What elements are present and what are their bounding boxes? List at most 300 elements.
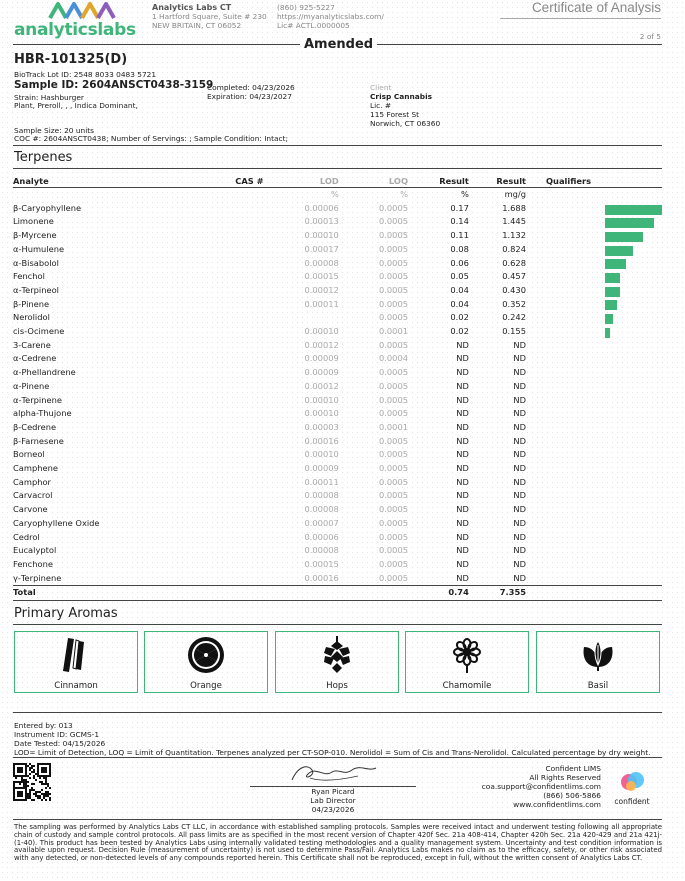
terpenes-title-divider (13, 168, 662, 169)
table-row (13, 394, 662, 408)
loq-value: 0.0005 (378, 476, 409, 487)
loq-value: 0.0005 (378, 216, 409, 227)
signer-block (250, 787, 416, 814)
confident-logo (609, 771, 655, 805)
result-mg: 0.352 (502, 298, 526, 309)
cas-number (187, 435, 264, 449)
qualifier-cell (526, 311, 662, 325)
lod-value: 0.00016 (304, 435, 339, 446)
cas-number (187, 531, 264, 545)
result-pct: 0.02 (450, 326, 469, 337)
analyte-name: 3-Carene (13, 339, 51, 350)
loq-value: 0.0005 (378, 504, 409, 515)
cas-number (187, 229, 264, 243)
result-mg: ND (513, 490, 526, 501)
col-result-pct: Result (408, 176, 469, 188)
result-pct: ND (456, 476, 469, 487)
cas-number (187, 284, 264, 298)
lod-value: 0.00013 (304, 216, 339, 227)
aroma-hops (275, 631, 399, 693)
result-bar (605, 328, 610, 338)
aroma-chamomile (405, 631, 529, 693)
result-mg: ND (513, 476, 526, 487)
aromas-divider (13, 624, 662, 625)
client-address-line2: Norwich, CT 06360 (370, 119, 441, 128)
aroma-label: Cinnamon (54, 681, 98, 691)
result-mg: ND (513, 353, 526, 364)
qualifier-cell (526, 421, 662, 435)
unit-analyte (13, 188, 187, 202)
cas-number (187, 489, 264, 503)
qualifier-cell (526, 448, 662, 462)
analyte-name: Carvone (13, 504, 48, 515)
cas-number (187, 476, 264, 490)
result-bar (605, 300, 617, 310)
table-row (13, 503, 662, 517)
total-loq (339, 586, 408, 601)
col-loq: LOQ (339, 176, 408, 188)
lab-address-block (152, 3, 267, 30)
notes: LOD= Limit of Detection, LOQ = Limit of Quantitation. Terpenes analyzed per CT-SOP-010. Nerolidol = Sum of Cis and Trans-Nerolidol. Calculated percentage by dry weight. (14, 748, 651, 757)
result-mg: 0.824 (502, 243, 526, 254)
basil-icon (580, 639, 616, 671)
qualifier-cell (526, 243, 662, 257)
analyte-name: Eucalyptol (13, 545, 57, 556)
aroma-label: Basil (587, 681, 609, 691)
cas-number (187, 421, 264, 435)
result-bar (605, 259, 626, 269)
result-bar (605, 314, 613, 324)
qr-code-icon[interactable] (13, 763, 51, 801)
loq-value: 0.0001 (378, 326, 409, 337)
result-pct: 0.04 (450, 298, 469, 309)
qualifier-cell (526, 202, 662, 216)
result-pct: ND (456, 490, 469, 501)
col-qualifiers: Qualifiers (526, 176, 662, 188)
client-label: Client (370, 83, 392, 92)
instrument-id: Instrument ID: GCMS-1 (14, 730, 100, 739)
terpenes-header-row (13, 176, 662, 188)
lims-name: Confident LIMS (545, 764, 601, 773)
qualifier-cell (526, 544, 662, 558)
table-row (13, 339, 662, 353)
aroma-label: Chamomile (442, 681, 492, 691)
disclaimer-text: The sampling was performed by Analytics Labs CT LLC, in accordance with established sampling protocols. Samples were received intact and underwent testing following all appropriate chain of custody and sample control protocols. All pass limits are as specified in the most recent version of Chapter 420f Sec. 21a 408-414, Chapter 420h Sec. 21a 420-429 and 21a 421j-(1-40). This product has been tested by Analytics Labs using internally validated testing methodologies and a quality management system. Uncertainty and test condition information is available upon request. Decision Rule (measurement of uncertainty) is not used to determine Pass/Fail. Analytics Labs makes no claim as to the efficacy, safety, or other risk associated with any detected, or non-detected levels of any compounds reported herein. This Certificate shall not be reproduced, except in full, without the written consent of Analytics Labs CT. (14, 823, 662, 863)
document-title: Certificate of Analysis (531, 0, 661, 15)
cinnamon-icon (61, 636, 91, 674)
result-pct: 0.14 (450, 216, 469, 227)
page-number: 2 of 5 (639, 32, 661, 41)
cas-number (187, 544, 264, 558)
total-cas (187, 586, 264, 601)
lod-value: 0.00012 (304, 339, 339, 350)
qualifier-cell (526, 394, 662, 408)
result-mg: ND (513, 463, 526, 474)
lims-rights: All Rights Reserved (529, 773, 601, 782)
cas-number (187, 270, 264, 284)
client-license: Lic. # (370, 101, 392, 110)
result-mg: 1.688 (502, 202, 526, 213)
lod-value: 0.00017 (304, 243, 339, 254)
test-info-block (14, 721, 651, 757)
product-type: Plant, Preroll, , , Indica Dominant, (14, 101, 138, 110)
cas-number (187, 243, 264, 257)
result-pct: 0.17 (450, 202, 469, 213)
table-row (13, 558, 662, 572)
lims-email[interactable]: coa.support@confidentlims.com (481, 782, 601, 791)
result-mg: ND (513, 394, 526, 405)
result-bar (605, 218, 654, 228)
table-row (13, 531, 662, 545)
qualifier-cell (526, 531, 662, 545)
analyte-name: γ-Terpinene (13, 572, 62, 583)
result-mg: ND (513, 380, 526, 391)
lod-value: 0.00015 (304, 271, 339, 282)
total-pct: 0.74 (448, 587, 469, 598)
cas-number (187, 462, 264, 476)
qualifier-cell (526, 284, 662, 298)
loq-value: 0.0005 (378, 558, 409, 569)
result-pct: ND (456, 463, 469, 474)
result-pct: 0.02 (450, 312, 469, 323)
table-row (13, 311, 662, 325)
result-mg: ND (513, 367, 526, 378)
analyte-name: α-Cedrene (13, 353, 57, 364)
result-mg: 1.445 (502, 216, 526, 227)
analyte-name: α-Phellandrene (13, 367, 76, 378)
qualifier-cell (526, 517, 662, 531)
lod-value: 0.00011 (304, 298, 339, 309)
client-name: Crisp Cannabis (370, 92, 433, 101)
analyte-name: α-Terpinene (13, 394, 62, 405)
lod-value: 0.00006 (304, 202, 339, 213)
result-mg: ND (513, 517, 526, 528)
qualifier-cell (526, 462, 662, 476)
lod-value: 0.00006 (304, 531, 339, 542)
result-pct: ND (456, 449, 469, 460)
terpenes-total-row (13, 586, 662, 601)
lod-value: 0.00010 (304, 408, 339, 419)
lab-phone: (860) 925-5227 (277, 3, 335, 12)
lod-value: 0.00010 (304, 326, 339, 337)
result-pct: ND (456, 394, 469, 405)
loq-value: 0.0005 (378, 202, 409, 213)
cas-number (187, 257, 264, 271)
lod-value: 0.00009 (304, 353, 339, 364)
unit-qualifiers (526, 188, 662, 202)
loq-value: 0.0005 (378, 380, 409, 391)
qualifier-cell (526, 215, 662, 229)
lod-value: 0.00012 (304, 284, 339, 295)
analyte-name: β-Cedrene (13, 421, 57, 432)
lod-value: 0.00011 (304, 476, 339, 487)
result-mg: ND (513, 545, 526, 556)
date-tested: Date Tested: 04/15/2026 (14, 739, 106, 748)
cas-number (187, 394, 264, 408)
analyte-name: β-Pinene (13, 298, 50, 309)
lod-value: 0.00008 (304, 257, 339, 268)
analyte-name: alpha-Thujone (13, 408, 72, 419)
qualifier-cell (526, 366, 662, 380)
terpenes-body (13, 202, 662, 586)
cas-number (187, 572, 264, 586)
table-row (13, 435, 662, 449)
loq-value: 0.0005 (378, 572, 409, 583)
loq-value: 0.0005 (378, 339, 409, 350)
cas-number (187, 215, 264, 229)
loq-value: 0.0005 (378, 517, 409, 528)
sample-divider (13, 145, 662, 146)
aroma-label: Hops (326, 681, 348, 691)
table-row (13, 229, 662, 243)
aroma-cinnamon (14, 631, 138, 693)
result-pct: ND (456, 408, 469, 419)
qualifier-cell (526, 229, 662, 243)
unit-lod: % (330, 189, 339, 199)
analyte-name: Caryophyllene Oxide (13, 517, 100, 528)
lod-value: 0.00007 (304, 517, 339, 528)
cas-number (187, 352, 264, 366)
orange-icon (186, 635, 226, 675)
lab-contact-block (277, 3, 384, 30)
disclaimer-divider (13, 819, 662, 820)
result-mg: 1.132 (502, 230, 526, 241)
aroma-orange (144, 631, 268, 693)
lod-value: 0.00008 (304, 545, 339, 556)
result-pct: 0.11 (450, 230, 469, 241)
result-bar (605, 273, 620, 283)
strain: Strain: Hashburger (14, 93, 84, 102)
lab-name: Analytics Labs CT (152, 3, 232, 12)
aroma-label: Orange (190, 681, 222, 691)
cas-number (187, 202, 264, 216)
lod-value: 0.00008 (304, 504, 339, 515)
analyte-name: Limonene (13, 216, 54, 227)
loq-value: 0.0005 (378, 408, 409, 419)
result-mg: 0.628 (502, 257, 526, 268)
analyte-name: Camphor (13, 476, 51, 487)
result-pct: 0.04 (450, 284, 469, 295)
result-mg: ND (513, 531, 526, 542)
result-bar (605, 232, 643, 242)
sample-size: Sample Size: 20 units (14, 126, 94, 135)
analyte-name: Borneol (13, 449, 45, 460)
unit-result-mg: mg/g (504, 189, 526, 199)
qualifier-cell (526, 380, 662, 394)
loq-value: 0.0005 (378, 243, 409, 254)
loq-value: 0.0005 (378, 284, 409, 295)
table-row (13, 202, 662, 216)
cas-number (187, 407, 264, 421)
result-pct: ND (456, 531, 469, 542)
lims-website[interactable]: www.confidentlims.com (513, 800, 601, 809)
result-mg: ND (513, 408, 526, 419)
unit-cas (187, 188, 264, 202)
qualifier-cell (526, 572, 662, 586)
result-mg: ND (513, 435, 526, 446)
table-row (13, 352, 662, 366)
lod-value: 0.00010 (304, 449, 339, 460)
cas-number (187, 380, 264, 394)
result-mg: 0.457 (502, 271, 526, 282)
result-bar (605, 205, 662, 215)
total-label: Total (13, 587, 36, 598)
table-row (13, 257, 662, 271)
qualifier-cell (526, 435, 662, 449)
cas-number (187, 448, 264, 462)
analyte-name: α-Humulene (13, 243, 65, 254)
table-row (13, 517, 662, 531)
hbr-id: HBR-101325(D) (14, 52, 128, 67)
table-row (13, 243, 662, 257)
confident-logo-icon (609, 771, 655, 793)
table-row (13, 544, 662, 558)
table-row (13, 421, 662, 435)
aroma-basil (536, 631, 660, 693)
result-pct: 0.06 (450, 257, 469, 268)
aromas-title: Primary Aromas (14, 606, 118, 621)
analyte-name: Carvacrol (13, 490, 53, 501)
cas-number (187, 366, 264, 380)
confident-logo-text: confident (614, 797, 650, 806)
cas-number (187, 503, 264, 517)
terpenes-table (13, 176, 662, 601)
total-lod (264, 586, 339, 601)
loq-value: 0.0005 (378, 449, 409, 460)
loq-value: 0.0005 (378, 298, 409, 309)
loq-value: 0.0005 (378, 312, 409, 323)
result-mg: 0.430 (502, 284, 526, 295)
lod-value: 0.00003 (304, 421, 339, 432)
hops-icon (321, 636, 353, 674)
lab-license: Lic# ACTL.0000005 (277, 21, 350, 30)
signature-icon (288, 762, 380, 786)
loq-value: 0.0005 (378, 435, 409, 446)
loq-value: 0.0005 (378, 230, 409, 241)
table-row (13, 489, 662, 503)
lab-address-line1: 1 Hartford Square, Suite # 230 (152, 12, 267, 21)
result-pct: 0.05 (450, 271, 469, 282)
expiration-date: Expiration: 04/23/2027 (207, 92, 292, 101)
analyte-name: cis-Ocimene (13, 326, 65, 337)
result-pct: ND (456, 421, 469, 432)
footer-divider (13, 712, 662, 713)
lims-phone: (866) 506-5866 (543, 791, 601, 800)
result-pct: 0.08 (450, 243, 469, 254)
terpenes-units-row (13, 188, 662, 202)
loq-value: 0.0005 (378, 271, 409, 282)
qualifier-cell (526, 407, 662, 421)
loq-value: 0.0001 (378, 421, 409, 432)
lod-value: 0.00016 (304, 572, 339, 583)
result-mg: ND (513, 421, 526, 432)
lod-value: 0.00009 (304, 367, 339, 378)
qualifier-cell (526, 489, 662, 503)
result-pct: ND (456, 517, 469, 528)
analyte-name: α-Pinene (13, 380, 50, 391)
result-mg: ND (513, 572, 526, 583)
table-row (13, 298, 662, 312)
loq-value: 0.0005 (378, 367, 409, 378)
col-lod: LOD (264, 176, 339, 188)
table-row (13, 476, 662, 490)
qualifier-cell (526, 270, 662, 284)
table-row (13, 572, 662, 586)
result-pct: ND (456, 504, 469, 515)
qualifier-cell (526, 503, 662, 517)
unit-result-pct: % (460, 189, 469, 199)
qualifier-cell (526, 298, 662, 312)
loq-value: 0.0005 (378, 394, 409, 405)
result-mg: ND (513, 449, 526, 460)
col-result-mg: Result (469, 176, 526, 188)
result-pct: ND (456, 545, 469, 556)
result-pct: ND (456, 339, 469, 350)
table-row (13, 407, 662, 421)
result-bar (605, 246, 633, 256)
signer-title: Lab Director (310, 796, 356, 805)
result-mg: 0.155 (502, 326, 526, 337)
amended-label: Amended (300, 37, 377, 52)
analyte-name: Cedrol (13, 531, 40, 542)
result-bar (605, 287, 620, 297)
loq-value: 0.0005 (378, 545, 409, 556)
lod-value (264, 311, 339, 325)
sample-id: Sample ID: 2604ANSCT0438-3159 (14, 79, 214, 91)
loq-value: 0.0004 (378, 353, 409, 364)
notes-divider (13, 757, 662, 758)
analyte-name: α-Terpineol (13, 284, 59, 295)
client-address-line1: 115 Forest St (370, 110, 420, 119)
result-pct: ND (456, 367, 469, 378)
total-qualifiers (526, 586, 662, 601)
lab-website[interactable]: https://myanalyticslabs.com/ (277, 12, 384, 21)
result-pct: ND (456, 353, 469, 364)
result-pct: ND (456, 380, 469, 391)
table-row (13, 448, 662, 462)
col-cas: CAS # (187, 176, 264, 188)
table-row (13, 215, 662, 229)
lod-value: 0.00009 (304, 463, 339, 474)
loq-value: 0.0005 (378, 463, 409, 474)
qualifier-cell (526, 476, 662, 490)
title-underline (500, 18, 661, 19)
qualifier-cell (526, 339, 662, 353)
col-analyte: Analyte (13, 176, 187, 188)
qualifier-cell (526, 558, 662, 572)
result-mg: ND (513, 558, 526, 569)
result-mg: ND (513, 504, 526, 515)
terpenes-title: Terpenes (14, 150, 73, 165)
result-pct: ND (456, 558, 469, 569)
lab-address-line2: NEW BRITAIN, CT 06052 (152, 21, 242, 30)
loq-value: 0.0005 (378, 257, 409, 268)
cas-number (187, 339, 264, 353)
table-row (13, 366, 662, 380)
analyte-name: Fenchone (13, 558, 53, 569)
entered-by: Entered by: 013 (14, 721, 73, 730)
logo-text: analyticslabs (14, 20, 136, 40)
loq-value: 0.0005 (378, 531, 409, 542)
loq-value: 0.0005 (378, 490, 409, 501)
cas-number (187, 311, 264, 325)
cas-number (187, 325, 264, 339)
analyte-name: β-Farnesene (13, 435, 64, 446)
client-block (370, 83, 440, 128)
table-row (13, 270, 662, 284)
table-row (13, 380, 662, 394)
total-mg: 7.355 (499, 587, 526, 598)
